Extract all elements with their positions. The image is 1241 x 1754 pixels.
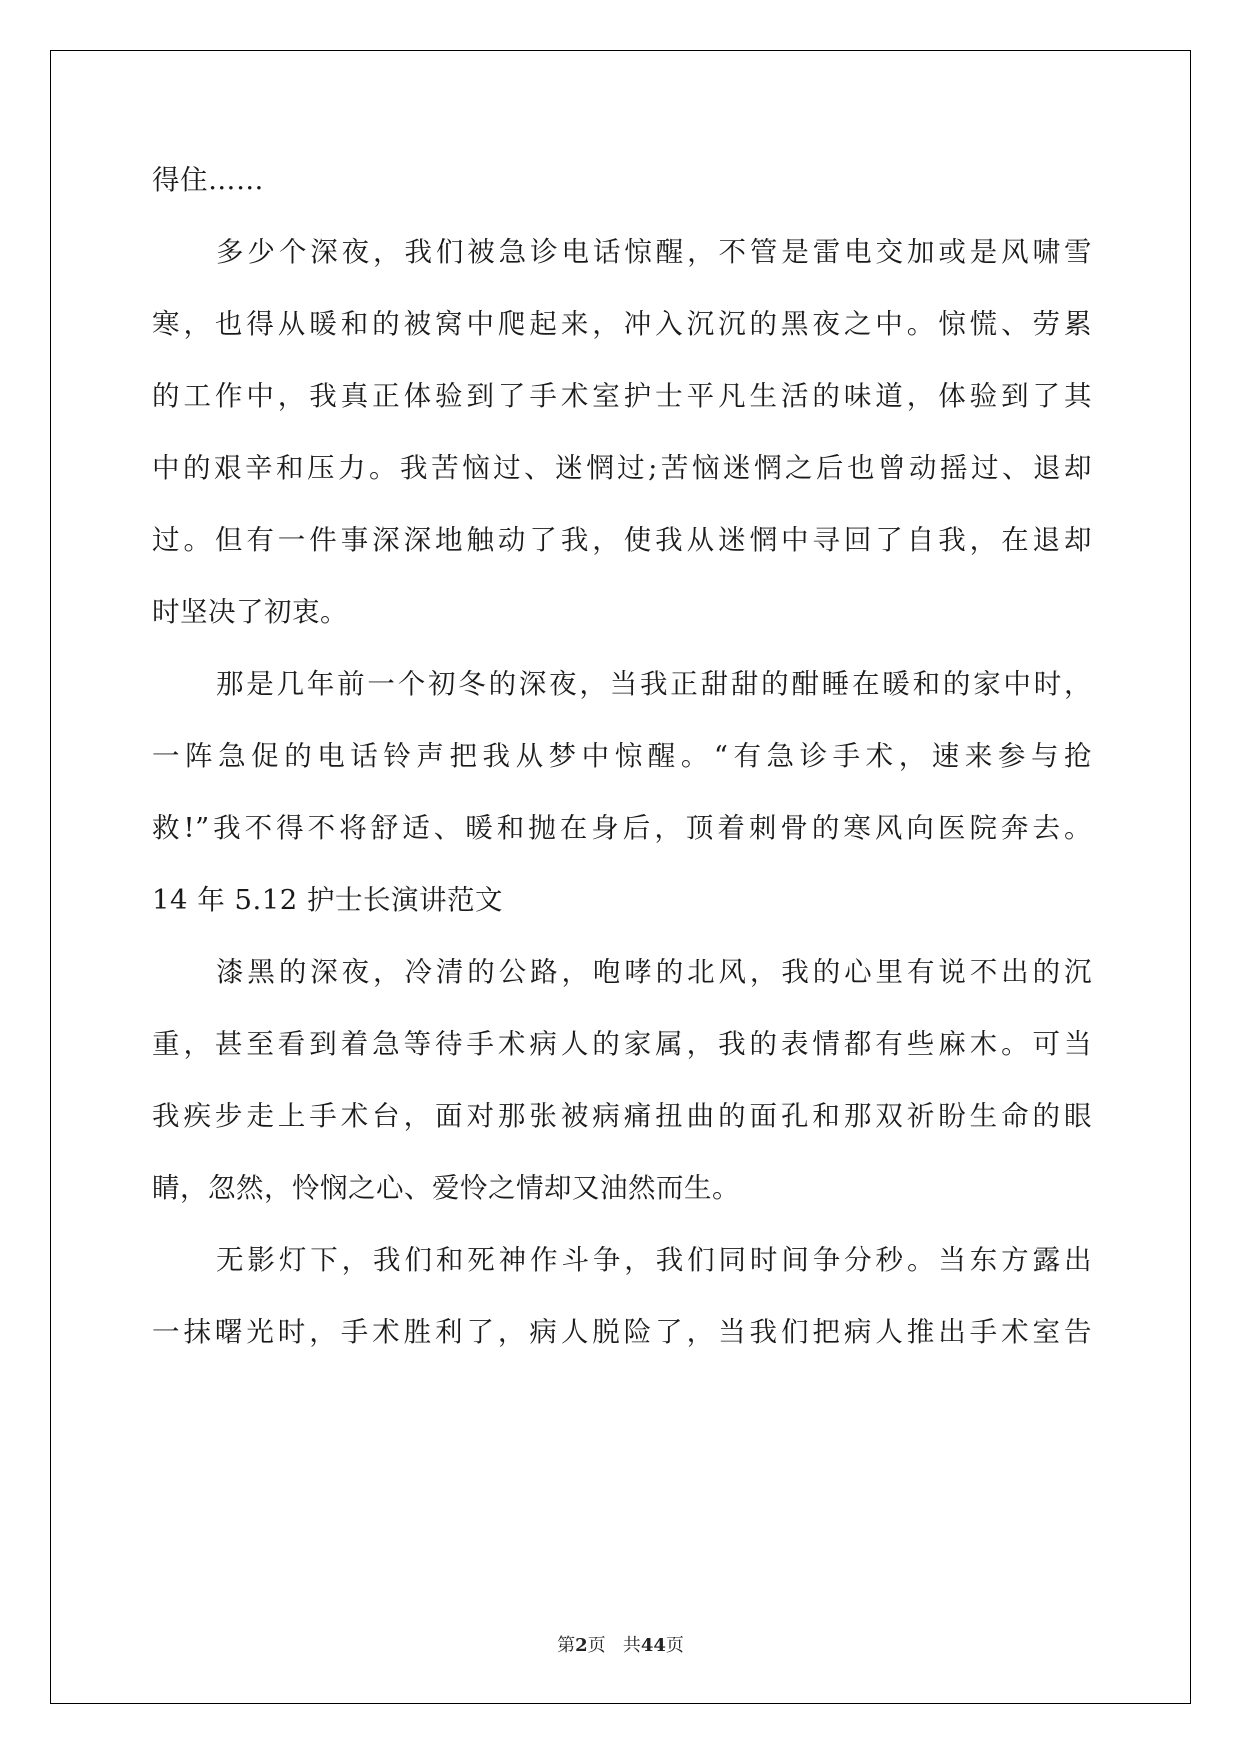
paragraph-start-line: 那是几年前一个初冬的深夜，当我正甜甜的酣睡在暖和的家中时， xyxy=(216,668,1092,700)
text-line: 救!”我不得不将舒适、暖和抛在身后，顶着刺骨的寒风向医院奔去。 xyxy=(152,812,1092,844)
text-line: 中的艰辛和压力。我苦恼过、迷惘过;苦恼迷惘之后也曾动摇过、退却 xyxy=(152,452,1092,484)
page-footer xyxy=(0,1634,1241,1658)
text-line: 重，甚至看到着急等待手术病人的家属，我的表情都有些麻木。可当 xyxy=(152,1028,1092,1060)
total-pages: 44 xyxy=(640,1635,666,1656)
text-line: 一抹曙光时，手术胜利了，病人脱险了，当我们把病人推出手术室告 xyxy=(152,1316,1092,1348)
text-line: 寒，也得从暖和的被窝中爬起来，冲入沉沉的黑夜之中。惊慌、劳累 xyxy=(152,308,1092,340)
page-suffix: 页 xyxy=(587,1635,606,1656)
page-number: 2 xyxy=(575,1635,588,1656)
text-line: 我疾步走上手术台，面对那张被病痛扭曲的面孔和那双祈盼生命的眼 xyxy=(152,1100,1092,1132)
text-line: 一阵急促的电话铃声把我从梦中惊醒。“有急诊手术，速来参与抢 xyxy=(152,740,1092,772)
page-prefix: 第 xyxy=(557,1635,576,1656)
text-line: 得住…… xyxy=(152,164,264,196)
text-line: 睛，忽然，怜悯之心、爱怜之情却又油然而生。 xyxy=(152,1172,740,1204)
total-prefix: 共 xyxy=(622,1635,641,1656)
paragraph-start-line: 多少个深夜，我们被急诊电话惊醒，不管是雷电交加或是风啸雪 xyxy=(216,236,1092,268)
text-line: 过。但有一件事深深地触动了我，使我从迷惘中寻回了自我，在退却 xyxy=(152,524,1092,556)
page-border xyxy=(50,50,1191,1704)
text-line: 的工作中，我真正体验到了手术室护士平凡生活的味道，体验到了其 xyxy=(152,380,1092,412)
paragraph-start-line: 漆黑的深夜，冷清的公路，咆哮的北风，我的心里有说不出的沉 xyxy=(216,956,1092,988)
total-suffix: 页 xyxy=(665,1635,684,1656)
text-line: 时坚决了初衷。 xyxy=(152,596,348,628)
section-heading: 14 年 5.12 护士长演讲范文 xyxy=(152,884,503,916)
paragraph-start-line: 无影灯下，我们和死神作斗争，我们同时间争分秒。当东方露出 xyxy=(216,1244,1092,1276)
